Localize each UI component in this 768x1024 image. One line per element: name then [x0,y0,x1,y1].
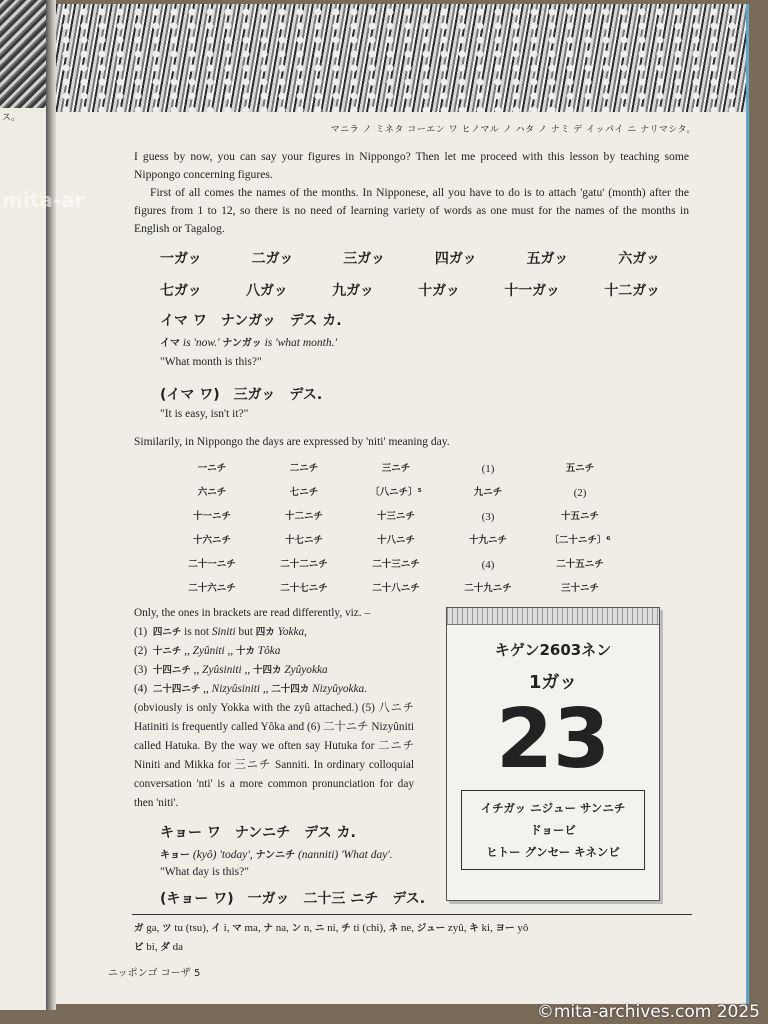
day-cell: 十七ニチ [284,535,323,546]
answer-day: (キョー ワ) 一ガッ 二十三 ニチ デス. [160,891,426,907]
day-cell: 〔二十ニチ〕⁶ [549,535,611,546]
month-5: 五ガッ [526,251,569,267]
month-6: 六ガッ [618,251,660,267]
day-cell: 一ニチ [197,463,227,474]
bracket-kana: 二十四ニチ [152,684,201,695]
gloss-text: (nanniti) 'What day'. [295,849,393,861]
question-day: キョー ワ ナンニチ デス カ. [160,825,356,841]
month-7: 七ガッ [160,283,202,299]
gloss-text: is 'what month.' [261,337,337,349]
legend-kana: チ [341,923,351,934]
month-10: 十ガッ [418,283,460,299]
gloss-text: (kyô) 'today', [190,849,256,861]
legend-romaji: ne, [398,922,417,934]
bracket-item-1 [134,623,414,642]
bracket-kana: 四カ [255,627,275,638]
legend-romaji: tu (tsu), [171,922,212,934]
day-cell: (2) [573,487,587,499]
bracket-text: ,, [241,664,253,676]
day-cell: 二十五ニチ [556,559,604,570]
days-intro: Similarily, in Nippongo the days are expressed by 'niti' meaning day. [134,436,450,448]
day-cell: 二十七ニチ [280,583,328,594]
legend-romaji: zyû, [445,922,470,934]
legend-kana: ン [291,923,302,934]
bracket-kana: 十四ニチ [152,665,191,676]
page [56,4,749,1004]
calendar-month: 1ガッ [528,672,578,693]
legend-kana: ガ [134,923,144,934]
bracket-text: but [235,626,256,638]
day-cell: 二十六ニチ [188,583,236,594]
day-cell: 二十九ニチ [464,583,512,594]
intro-paragraph-2: First of all comes the names of the months. In Nipponese, all you have to do is to attach 'gatu' (month) after the figures from 1 to 12, so there is no need of learning variety of words as one must for the names of the months in English or Tagalog. [134,186,689,235]
bracket-romaji: Zyûniti [192,645,225,657]
brackets-text: (obviously is only Yokka with the zyû attached.) (5) 八ニチ Hatiniti is frequently called Yôka and (6) 二十ニチ Nizyûniti called Hatuka. By the way we often say Hutuka for 二ニチ Niniti and Mikka for 三ニチ Sanniti. In ordinary colloquial conversation 'nti' is a more common pronunciation for day then 'niti'. [134,702,414,809]
day-cell: (4) [481,559,495,571]
gloss-kana: キョー [160,850,190,861]
bracket-num: (3) [134,664,148,676]
bracket-item-4 [134,680,414,699]
previous-page-caption: ス。 [2,113,21,123]
bracket-kana: 十四カ [253,665,282,676]
month-9: 九ガッ [332,283,374,299]
calendar-day: 23 [495,692,611,787]
question-day-english: "What day is this?" [160,866,249,878]
bracket-num: (2) [134,645,148,657]
bracket-romaji: Tôka [254,645,281,657]
month-1: 一ガッ [160,251,202,267]
legend-kana: マ [232,923,242,934]
day-cell: 二ニチ [289,463,319,474]
day-cell: 三十ニチ [560,583,599,594]
bracket-romaji: Zyûyokka [281,664,328,676]
bracket-text: ,, [260,683,272,695]
legend-line-1 [134,919,694,938]
question-month-english: "What month is this?" [160,356,262,368]
legend-kana: ツ [162,923,172,934]
legend-romaji: ti (chi), [350,922,389,934]
legend-kana: ヨー [495,923,515,934]
calendar-line-1: イチガッ ニジュー サンニチ [480,801,626,815]
calendar-binding [447,608,659,625]
bracket-text: is not [181,626,212,638]
day-cell: 十二ニチ [284,511,323,522]
legend-romaji: bi, [143,941,161,953]
legend-romaji: ma, [241,922,264,934]
day-cell: 十六ニチ [192,535,231,546]
easy-line: "It is easy, isn't it?" [160,408,249,420]
months-row-2 [160,280,660,300]
legend-romaji: yô [514,922,529,934]
bracket-kana: 四ニチ [152,627,182,638]
kana-legend [134,919,694,957]
calendar-line-2: ドョービ [530,823,576,837]
day-cell: 二十八ニチ [372,583,420,594]
bracket-romaji: Nizyûyokka. [309,683,368,695]
legend-line-2 [134,938,694,957]
gloss-kana: ナンガッ [222,338,262,349]
brackets-intro: Only, the ones in brackets are read differently, viz. – [134,607,371,619]
legend-kana: ニ [314,923,325,934]
legend-kana: ナ [263,923,273,934]
legend-romaji: i, [220,922,233,934]
month-8: 八ガッ [246,283,288,299]
bracket-text: ,, [181,645,193,657]
day-cell: 九ニチ [473,487,503,498]
month-11: 十一ガッ [504,283,560,299]
gloss-kana: イマ [160,338,180,349]
day-cell: (1) [481,463,495,475]
month-2: 二ガッ [251,251,294,267]
bracket-romaji: Yokka, [274,626,308,638]
months-row-1 [160,248,660,268]
calendar-year: キゲン2603ネン [494,641,612,659]
bracket-romaji: Siniti [211,626,236,638]
day-cell: 十五ニチ [560,511,599,522]
legend-kana: ビ [134,942,144,953]
calendar-line-3: ヒトー グンセー キネンビ [486,845,620,859]
bracket-kana: 十ニチ [152,646,182,657]
day-cell: 二十三ニチ [372,559,420,570]
legend-kana: ネ [388,923,399,934]
bracket-item-3 [134,661,414,680]
bracket-item-2 [134,642,414,661]
legend-romaji: n, [301,922,315,934]
gloss-day [160,846,393,861]
day-cell: 十八ニチ [376,535,415,546]
month-12: 十二ガッ [604,283,660,299]
crowd-photo [56,4,746,112]
bracket-num: (4) [134,683,148,695]
previous-page [0,0,47,1010]
intro-paragraph-1: I guess by now, you can say your figures in Nippongo? Then let me proceed with this lesson by teaching some Nippongo concerning figures. [134,150,689,181]
legend-divider [132,914,692,915]
bracket-romaji: Nizyûsiniti [211,683,260,695]
day-cell: 〔八ニチ〕⁵ [370,487,422,498]
day-cell: 七ニチ [289,487,319,498]
bracket-text: ,, [224,645,236,657]
answer-month: (イマ ワ) 三ガッ デス. [160,387,323,403]
question-month: イマ ワ ナンガッ デス カ. [160,313,342,329]
legend-romaji: ki, [478,922,496,934]
page-footer: ニッポンゴ コーザ 5 [108,968,201,979]
day-cell: 六ニチ [197,487,227,498]
calendar-reading-box [461,790,645,870]
brackets-explanation [134,604,414,813]
day-cell: 二十一ニチ [188,559,236,570]
day-cell: 五ニチ [565,463,595,474]
month-3: 三ガッ [343,251,386,267]
day-cell: 三ニチ [381,463,411,474]
book-spine [46,0,56,1010]
bracket-text: ,, [190,664,203,676]
legend-romaji: na, [272,922,292,934]
legend-kana: キ [469,923,479,934]
legend-romaji: da [169,941,183,953]
month-4: 四ガッ [434,251,477,267]
bracket-num: (1) [134,626,148,638]
legend-romaji: ni, [324,922,342,934]
day-cell: 十一ニチ [192,511,231,522]
bracket-text: ,, [200,683,212,695]
photo-caption: マニラ ノ ミネタ コーエン ワ ヒノマル ノ ハタ ノ ナミ デ イッパイ ニ ナリマシタ。 [330,125,696,135]
day-cell: (3) [481,511,495,523]
legend-kana: ジュー [416,923,446,934]
bracket-kana: 二十四カ [271,684,310,695]
previous-page-photo [0,0,46,108]
day-cell: 二十二ニチ [280,559,328,570]
gloss-text: is 'now.' [180,337,223,349]
day-cell: 十三ニチ [376,511,415,522]
watermark-left: mita-ar [2,188,85,212]
legend-kana: イ [211,923,221,934]
legend-romaji: ga, [143,922,163,934]
bracket-romaji: Zyûsiniti [202,664,242,676]
days-grid [166,460,626,598]
day-cell: 十九ニチ [468,535,507,546]
legend-kana: ダ [160,942,170,953]
bracket-kana: 十カ [235,646,255,657]
site-watermark: ©mita-archives.com 2025 [536,1002,760,1022]
calendar-page [446,607,660,901]
gloss-month [160,334,337,349]
gloss-kana: ナンニチ [255,850,296,861]
